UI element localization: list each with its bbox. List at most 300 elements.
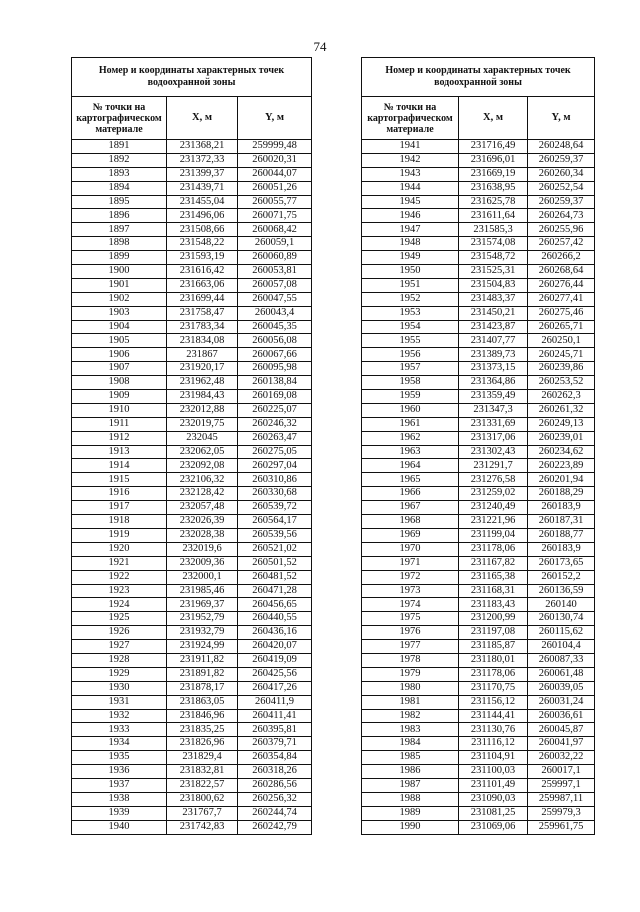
table-row [72,376,312,390]
x-coordinate-cell: 231368,21 [167,140,238,154]
table-row [72,792,312,806]
table-row [72,417,312,431]
y-coordinate-cell: 260268,64 [528,265,595,279]
x-coordinate-cell: 231834,08 [167,334,238,348]
point-number-cell: 1918 [72,515,167,529]
header-x: X, м [459,97,528,140]
x-coordinate-cell: 231081,25 [459,806,528,820]
y-coordinate-cell: 260249,13 [528,417,595,431]
table-row [362,806,595,820]
coordinates-table-left [71,57,312,835]
point-number-cell: 1955 [362,334,459,348]
point-number-cell: 1920 [72,542,167,556]
x-coordinate-cell: 231240,49 [459,501,528,515]
x-coordinate-cell: 231170,75 [459,681,528,695]
point-number-cell: 1903 [72,306,167,320]
y-coordinate-cell: 260169,08 [238,390,312,404]
x-coordinate-cell: 231183,43 [459,598,528,612]
x-coordinate-cell: 231952,79 [167,612,238,626]
table-row [362,431,595,445]
table-row [72,737,312,751]
y-coordinate-cell: 260051,26 [238,181,312,195]
x-coordinate-cell: 231932,79 [167,626,238,640]
table-row [72,403,312,417]
point-number-cell: 1929 [72,667,167,681]
y-coordinate-cell: 260188,77 [528,528,595,542]
point-number-cell: 1961 [362,417,459,431]
x-coordinate-cell: 231699,44 [167,292,238,306]
point-number-cell: 1977 [362,640,459,654]
table-row [362,737,595,751]
point-number-cell: 1986 [362,765,459,779]
point-number-cell: 1937 [72,778,167,792]
point-number-cell: 1957 [362,362,459,376]
point-number-cell: 1936 [72,765,167,779]
point-number-cell: 1933 [72,723,167,737]
point-number-cell: 1904 [72,320,167,334]
x-coordinate-cell: 231863,05 [167,695,238,709]
y-coordinate-cell: 260104,4 [528,640,595,654]
table-row [362,653,595,667]
y-coordinate-cell: 260436,16 [238,626,312,640]
x-coordinate-cell: 231389,73 [459,348,528,362]
table-row [72,473,312,487]
y-coordinate-cell: 260061,48 [528,667,595,681]
table-row [72,570,312,584]
point-number-cell: 1988 [362,792,459,806]
point-number-cell: 1978 [362,653,459,667]
y-coordinate-cell: 260471,28 [238,584,312,598]
table-row [362,223,595,237]
table-row [72,265,312,279]
x-coordinate-cell: 231832,81 [167,765,238,779]
table-row [72,195,312,209]
table-row [362,473,595,487]
point-number-cell: 1965 [362,473,459,487]
y-coordinate-cell: 260261,32 [528,403,595,417]
x-coordinate-cell: 231783,34 [167,320,238,334]
table-title: Номер и координаты характерных точек водоохранной зоны [362,58,595,97]
x-coordinate-cell: 231291,7 [459,459,528,473]
x-coordinate-cell: 231616,42 [167,265,238,279]
point-number-cell: 1908 [72,376,167,390]
y-coordinate-cell: 260395,81 [238,723,312,737]
table-row [72,528,312,542]
y-coordinate-cell: 260411,9 [238,695,312,709]
x-coordinate-cell: 231574,08 [459,237,528,251]
table-row [362,667,595,681]
x-coordinate-cell: 232045 [167,431,238,445]
x-coordinate-cell: 232019,6 [167,542,238,556]
point-number-cell: 1930 [72,681,167,695]
y-coordinate-cell: 260248,64 [528,140,595,154]
x-coordinate-cell: 231455,04 [167,195,238,209]
x-coordinate-cell: 231144,41 [459,709,528,723]
point-number-cell: 1931 [72,695,167,709]
x-coordinate-cell: 231221,96 [459,515,528,529]
y-coordinate-cell: 260087,33 [528,653,595,667]
header-x: X, м [167,97,238,140]
y-coordinate-cell: 260286,56 [238,778,312,792]
y-coordinate-cell: 260201,94 [528,473,595,487]
table-row [72,292,312,306]
y-coordinate-cell: 260056,08 [238,334,312,348]
x-coordinate-cell: 231969,37 [167,598,238,612]
point-number-cell: 1938 [72,792,167,806]
x-coordinate-cell: 231317,06 [459,431,528,445]
point-number-cell: 1971 [362,556,459,570]
x-coordinate-cell: 231829,4 [167,751,238,765]
x-coordinate-cell: 232009,36 [167,556,238,570]
point-number-cell: 1963 [362,445,459,459]
y-coordinate-cell: 260095,98 [238,362,312,376]
point-number-cell: 1926 [72,626,167,640]
y-coordinate-cell: 260255,96 [528,223,595,237]
x-coordinate-cell: 231878,17 [167,681,238,695]
y-coordinate-cell: 260031,24 [528,695,595,709]
table-row [362,626,595,640]
y-coordinate-cell: 260263,47 [238,431,312,445]
x-coordinate-cell: 231347,3 [459,403,528,417]
x-coordinate-cell: 231100,03 [459,765,528,779]
table-row [362,140,595,154]
y-coordinate-cell: 260053,81 [238,265,312,279]
x-coordinate-cell: 231156,12 [459,695,528,709]
table-row [362,334,595,348]
y-coordinate-cell: 260297,04 [238,459,312,473]
point-number-cell: 1911 [72,417,167,431]
y-coordinate-cell: 260275,05 [238,445,312,459]
x-coordinate-cell: 231302,43 [459,445,528,459]
table-row [362,709,595,723]
table-row [72,251,312,265]
x-coordinate-cell: 231439,71 [167,181,238,195]
x-coordinate-cell: 232000,1 [167,570,238,584]
y-coordinate-cell: 260259,37 [528,153,595,167]
y-coordinate-cell: 260060,89 [238,251,312,265]
table-row [72,167,312,181]
table-row [72,140,312,154]
point-number-cell: 1969 [362,528,459,542]
table-row [72,348,312,362]
point-number-cell: 1934 [72,737,167,751]
point-number-cell: 1901 [72,278,167,292]
point-number-cell: 1932 [72,709,167,723]
point-number-cell: 1894 [72,181,167,195]
table-row [72,320,312,334]
point-number-cell: 1897 [72,223,167,237]
table-row [72,653,312,667]
table-row [362,542,595,556]
y-coordinate-cell: 260130,74 [528,612,595,626]
x-coordinate-cell: 231364,86 [459,376,528,390]
point-number-cell: 1983 [362,723,459,737]
table-row [362,501,595,515]
y-coordinate-cell: 260275,46 [528,306,595,320]
x-coordinate-cell: 231663,06 [167,278,238,292]
y-coordinate-cell: 260234,62 [528,445,595,459]
table-row [72,278,312,292]
y-coordinate-cell: 260239,01 [528,431,595,445]
point-number-cell: 1891 [72,140,167,154]
point-number-cell: 1976 [362,626,459,640]
point-number-cell: 1979 [362,667,459,681]
y-coordinate-cell: 260223,89 [528,459,595,473]
table-title: Номер и координаты характерных точек водоохранной зоны [72,58,312,97]
y-coordinate-cell: 260036,61 [528,709,595,723]
y-coordinate-cell: 260521,02 [238,542,312,556]
x-coordinate-cell: 231423,87 [459,320,528,334]
x-coordinate-cell: 232062,05 [167,445,238,459]
x-coordinate-cell: 231116,12 [459,737,528,751]
table-row [362,348,595,362]
x-coordinate-cell: 231180,01 [459,653,528,667]
table-row [362,445,595,459]
y-coordinate-cell: 260276,44 [528,278,595,292]
point-number-cell: 1980 [362,681,459,695]
table-row [362,167,595,181]
table-row [362,751,595,765]
point-number-cell: 1954 [362,320,459,334]
x-coordinate-cell: 231259,02 [459,487,528,501]
x-coordinate-cell: 231835,25 [167,723,238,737]
table-row [72,334,312,348]
point-number-cell: 1945 [362,195,459,209]
point-number-cell: 1984 [362,737,459,751]
point-number-cell: 1898 [72,237,167,251]
y-coordinate-cell: 260481,52 [238,570,312,584]
y-coordinate-cell: 260047,55 [238,292,312,306]
y-coordinate-cell: 260044,07 [238,167,312,181]
point-number-cell: 1970 [362,542,459,556]
y-coordinate-cell: 260067,66 [238,348,312,362]
y-coordinate-cell: 260501,52 [238,556,312,570]
y-coordinate-cell: 259961,75 [528,820,595,834]
y-coordinate-cell: 260260,34 [528,167,595,181]
point-number-cell: 1982 [362,709,459,723]
x-coordinate-cell: 231924,99 [167,640,238,654]
point-number-cell: 1914 [72,459,167,473]
point-number-cell: 1927 [72,640,167,654]
y-coordinate-cell: 260039,05 [528,681,595,695]
table-row [72,542,312,556]
x-coordinate-cell: 231822,57 [167,778,238,792]
table-row [362,417,595,431]
point-number-cell: 1892 [72,153,167,167]
table-row [72,237,312,251]
header-y: Y, м [238,97,312,140]
y-coordinate-cell: 260379,71 [238,737,312,751]
y-coordinate-cell: 260068,42 [238,223,312,237]
x-coordinate-cell: 231373,15 [459,362,528,376]
table-row [362,292,595,306]
point-number-cell: 1959 [362,390,459,404]
x-coordinate-cell: 231891,82 [167,667,238,681]
x-coordinate-cell: 231101,49 [459,778,528,792]
point-number-cell: 1941 [362,140,459,154]
table-row [362,556,595,570]
x-coordinate-cell: 231638,95 [459,181,528,195]
x-coordinate-cell: 231669,19 [459,167,528,181]
y-coordinate-cell: 260266,2 [528,251,595,265]
y-coordinate-cell: 260250,1 [528,334,595,348]
table-row [72,598,312,612]
table-row [72,556,312,570]
y-coordinate-cell: 260055,77 [238,195,312,209]
point-number-cell: 1912 [72,431,167,445]
point-number-cell: 1909 [72,390,167,404]
point-number-cell: 1951 [362,278,459,292]
x-coordinate-cell: 231450,21 [459,306,528,320]
table-row [362,403,595,417]
point-number-cell: 1968 [362,515,459,529]
y-coordinate-cell: 260187,31 [528,515,595,529]
y-coordinate-cell: 260057,08 [238,278,312,292]
x-coordinate-cell: 231826,96 [167,737,238,751]
x-coordinate-cell: 232028,38 [167,528,238,542]
table-row [72,820,312,834]
point-number-cell: 1905 [72,334,167,348]
coordinates-table-right [361,57,595,835]
point-number-cell: 1985 [362,751,459,765]
table-row [72,487,312,501]
y-coordinate-cell: 260045,35 [238,320,312,334]
table-row [72,362,312,376]
y-coordinate-cell: 260259,37 [528,195,595,209]
x-coordinate-cell: 231504,83 [459,278,528,292]
point-number-cell: 1958 [362,376,459,390]
x-coordinate-cell: 231178,06 [459,542,528,556]
x-coordinate-cell: 231104,91 [459,751,528,765]
y-coordinate-cell: 260059,1 [238,237,312,251]
table-row [362,362,595,376]
point-number-cell: 1910 [72,403,167,417]
point-number-cell: 1923 [72,584,167,598]
x-coordinate-cell: 231276,58 [459,473,528,487]
point-number-cell: 1913 [72,445,167,459]
x-coordinate-cell: 231069,06 [459,820,528,834]
x-coordinate-cell: 231585,3 [459,223,528,237]
table-row [72,612,312,626]
y-coordinate-cell: 260256,32 [238,792,312,806]
table-row [72,765,312,779]
point-number-cell: 1981 [362,695,459,709]
point-number-cell: 1972 [362,570,459,584]
point-number-cell: 1940 [72,820,167,834]
point-number-cell: 1950 [362,265,459,279]
table-row [72,584,312,598]
point-number-cell: 1944 [362,181,459,195]
y-coordinate-cell: 260539,72 [238,501,312,515]
x-coordinate-cell: 231130,76 [459,723,528,737]
x-coordinate-cell: 231800,62 [167,792,238,806]
x-coordinate-cell: 232019,75 [167,417,238,431]
point-number-cell: 1906 [72,348,167,362]
y-coordinate-cell: 259997,1 [528,778,595,792]
y-coordinate-cell: 259979,3 [528,806,595,820]
y-coordinate-cell: 260017,1 [528,765,595,779]
y-coordinate-cell: 260262,3 [528,390,595,404]
x-coordinate-cell: 232026,39 [167,515,238,529]
point-number-cell: 1974 [362,598,459,612]
y-coordinate-cell: 260265,71 [528,320,595,334]
point-number-cell: 1962 [362,431,459,445]
table-row [362,195,595,209]
table-row [362,723,595,737]
point-number-cell: 1939 [72,806,167,820]
point-number-cell: 1935 [72,751,167,765]
x-coordinate-cell: 231199,04 [459,528,528,542]
y-coordinate-cell: 260417,26 [238,681,312,695]
point-number-cell: 1900 [72,265,167,279]
y-coordinate-cell: 260242,79 [238,820,312,834]
table-row [72,778,312,792]
x-coordinate-cell: 231407,77 [459,334,528,348]
x-coordinate-cell: 231611,64 [459,209,528,223]
point-number-cell: 1899 [72,251,167,265]
point-number-cell: 1947 [362,223,459,237]
y-coordinate-cell: 260246,32 [238,417,312,431]
point-number-cell: 1915 [72,473,167,487]
table-row [362,584,595,598]
table-row [72,751,312,765]
y-coordinate-cell: 260173,65 [528,556,595,570]
table-row [362,320,595,334]
x-coordinate-cell: 231200,99 [459,612,528,626]
y-coordinate-cell: 260115,62 [528,626,595,640]
table-row [362,376,595,390]
y-coordinate-cell: 260245,71 [528,348,595,362]
point-number-cell: 1952 [362,292,459,306]
x-coordinate-cell: 231920,17 [167,362,238,376]
y-coordinate-cell: 260318,26 [238,765,312,779]
point-number-cell: 1896 [72,209,167,223]
point-number-cell: 1895 [72,195,167,209]
table-row [72,209,312,223]
x-coordinate-cell: 231359,49 [459,390,528,404]
table-row [72,445,312,459]
y-coordinate-cell: 260032,22 [528,751,595,765]
point-number-cell: 1943 [362,167,459,181]
y-coordinate-cell: 260419,09 [238,653,312,667]
x-coordinate-cell: 231548,22 [167,237,238,251]
point-number-cell: 1967 [362,501,459,515]
point-number-cell: 1987 [362,778,459,792]
point-number-cell: 1956 [362,348,459,362]
y-coordinate-cell: 260411,41 [238,709,312,723]
table-row [72,459,312,473]
x-coordinate-cell: 231716,49 [459,140,528,154]
x-coordinate-cell: 231331,69 [459,417,528,431]
y-coordinate-cell: 260425,56 [238,667,312,681]
x-coordinate-cell: 232128,42 [167,487,238,501]
x-coordinate-cell: 232092,08 [167,459,238,473]
x-coordinate-cell: 231593,19 [167,251,238,265]
x-coordinate-cell: 232012,88 [167,403,238,417]
table-row [362,612,595,626]
table-row [72,667,312,681]
table-row [362,237,595,251]
y-coordinate-cell: 260564,17 [238,515,312,529]
header-point-number: № точки на картографическом материале [72,97,167,140]
y-coordinate-cell: 259999,48 [238,140,312,154]
x-coordinate-cell: 231483,37 [459,292,528,306]
table-row [72,306,312,320]
y-coordinate-cell: 260244,74 [238,806,312,820]
y-coordinate-cell: 260354,84 [238,751,312,765]
y-coordinate-cell: 260071,75 [238,209,312,223]
table-row [72,431,312,445]
